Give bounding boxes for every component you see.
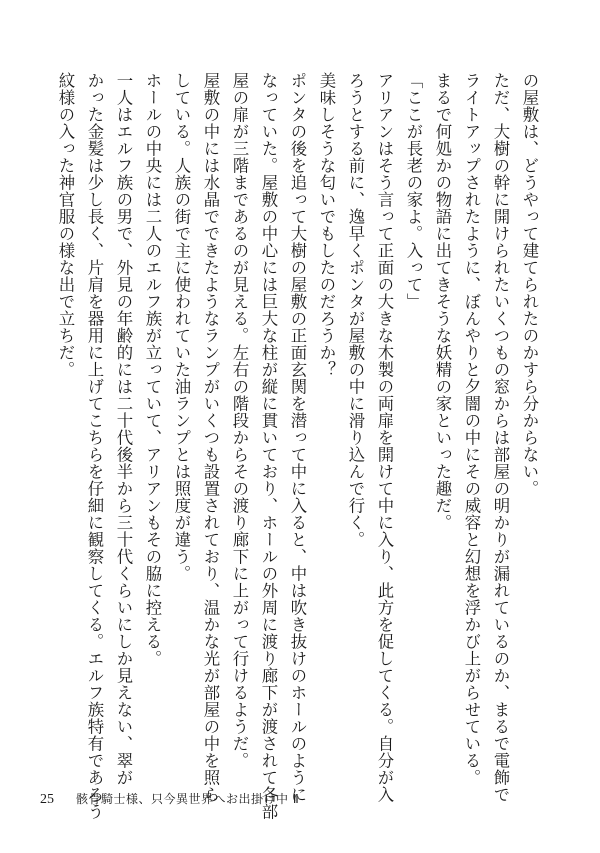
- text-line-12: 屋敷の中には水晶でできたようなランプがいくつも設置されており、温かな光が部屋の中を照ら: [201, 72, 220, 803]
- page-number: 25: [40, 792, 54, 807]
- text-line-16: かった金髪は少し長く、片肩を器用に上げてこちらを仔細に観察してくる。エルフ族特有であろう: [85, 72, 104, 820]
- text-line-9: ポンタの後を追って大樹の屋敷の正面玄関を潜って中に入ると、中は吹き抜けのホールのように: [288, 72, 307, 803]
- text-line-7: ろうとする前に、逸早くポンタが屋敷の中に滑り込んで行く。: [346, 72, 365, 548]
- text-line-14: ホールの中央には二人のエルフ族が立っていて、アリアンもその脇に控える。: [143, 72, 162, 667]
- text-line-15: 一人はエルフ族の男で、外見の年齢的には二十代後半から三十代くらいにしか見えない、翠が: [114, 72, 133, 786]
- text-line-3: ライトアップされたように、ぼんやりと夕闇の中にその威容と幻想を浮かび上がらせている。: [462, 72, 481, 786]
- text-line-13: している。人族の街で主に使われていた油ランプとは照度が違う。: [172, 72, 191, 582]
- text-line-4: まるで何処かの物語に出てきそうな妖精の家といった趣だ。: [433, 72, 452, 531]
- text-line-2: ただ、大樹の幹に開けられたいくつもの窓からは部屋の明かりが漏れているのか、まるで電飾で: [491, 72, 510, 803]
- text-line-10: なっていた。屋敷の中心には巨大な柱が縦に貫いており、ホールの外周に渡り廊下が渡されて各部: [259, 72, 278, 820]
- text-line-5: 「ここが長老の家よ。入って」: [404, 72, 423, 310]
- book-title: 骸骨騎士様、只今異世界へお出掛け中 Ⅱ: [76, 792, 300, 806]
- text-line-11: 屋の扉が三階まであるのが見える。左右の階段からその渡り廊下に上がって行けるようだ。: [230, 72, 249, 769]
- text-line-1: の屋敷は、どうやって建てられたのかすら分からない。: [520, 72, 539, 497]
- text-line-8: 美味しそうな匂いでもしたのだろうか？: [317, 72, 336, 378]
- text-line-17: 紋様の入った神官服の様な出で立ちだ。: [56, 72, 75, 378]
- page-footer: [40, 790, 299, 808]
- text-line-6: アリアンはそう言って正面の大きな木製の両扉を開けて中に入り、此方を促してくる。自分が入: [375, 72, 394, 803]
